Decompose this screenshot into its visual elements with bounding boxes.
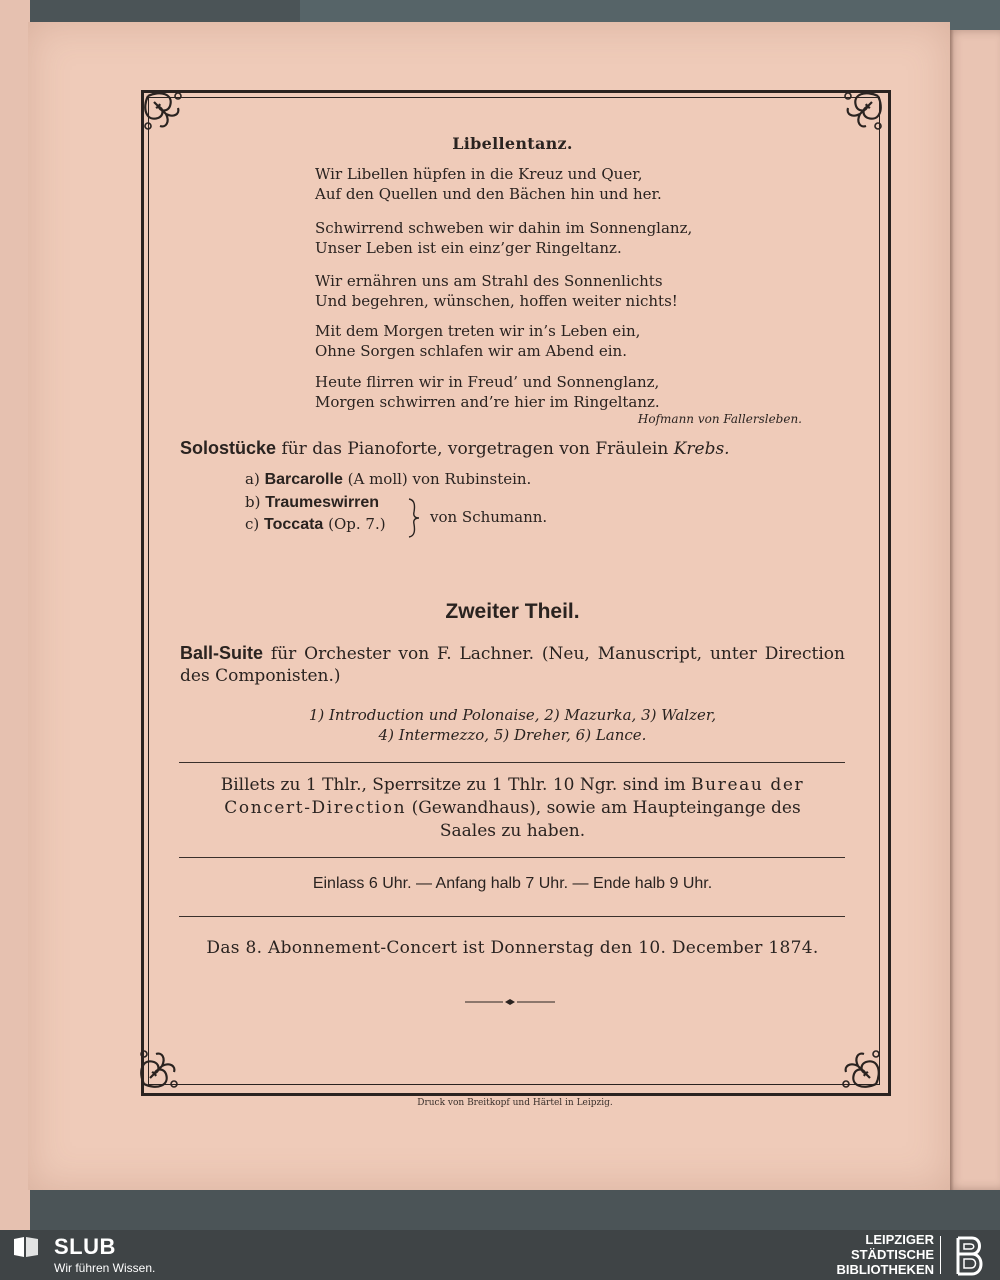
movements-line: 4) Intermezzo, 5) Dreher, 6) Lance.: [378, 726, 647, 744]
lsb-name: [837, 1232, 935, 1277]
item-title: Toccata: [264, 516, 324, 533]
poem-line: Morgen schwirren and’re hier im Ringeltanz.: [315, 393, 660, 411]
printer-credit: Druck von Breitkopf und Härtel in Leipzig.: [417, 1098, 613, 1108]
poem-line: Mit dem Morgen treten wir in’s Leben ein,: [315, 322, 641, 340]
lsb-line: BIBLIOTHEKEN: [836, 1262, 934, 1277]
poem-line: Und begehren, wünschen, hoffen weiter nichts!: [315, 292, 678, 310]
poem-stanza: [315, 218, 835, 258]
brace-icon: [407, 498, 421, 538]
slub-tagline: Wir führen Wissen.: [54, 1261, 156, 1275]
tickets-bureau: Bureau der: [691, 775, 805, 795]
solo-text: für das Pianoforte, vorgetragen von Fräulein: [281, 439, 669, 459]
movements-line: 1) Introduction und Polonaise, 2) Mazurka, 3) Walzer,: [308, 706, 717, 724]
solo-heading: Solostücke: [180, 438, 277, 458]
corner-ornament-icon: [136, 1032, 196, 1092]
part-two-title: Zweiter Theil.: [445, 600, 580, 623]
item-letter: a): [245, 470, 260, 488]
ball-suite-movements: [175, 705, 850, 745]
footer-bar: [0, 1230, 1000, 1280]
slub-logo-icon: [12, 1236, 40, 1258]
poem-line: Wir Libellen hüpfen in die Kreuz und Quer,: [315, 165, 643, 183]
ball-suite-heading: Ball-Suite: [180, 643, 264, 663]
solo-item: [245, 515, 386, 534]
item-letter: b): [245, 493, 261, 511]
slub-name: SLUB: [54, 1234, 116, 1259]
poem-stanza: [315, 271, 835, 311]
poem-stanza: [315, 372, 835, 412]
ticket-info: [175, 774, 850, 843]
tickets-text: Billets zu 1 Thlr., Sperrsitze zu 1 Thlr. 10 Ngr. sind im: [220, 775, 686, 795]
solo-item: [245, 470, 531, 489]
book-page-edge: [0, 0, 30, 1230]
solo-item: [245, 493, 379, 512]
poem-stanza: [315, 164, 835, 204]
item-detail: (A moll) von Rubinstein.: [347, 470, 532, 488]
poem-line: Wir ernähren uns am Strahl des Sonnenlichts: [315, 272, 663, 290]
item-title: Traumeswirren: [265, 494, 380, 511]
item-letter: c): [245, 515, 260, 533]
corner-ornament-icon: [824, 1032, 884, 1092]
tickets-text: (Gewandhaus), sowie am Haupteingange des: [411, 798, 801, 818]
tickets-text: Saales zu haben.: [439, 821, 586, 841]
item-detail: (Op. 7.): [328, 515, 386, 533]
flourish-ornament-icon: [465, 998, 555, 1006]
divider: [179, 916, 845, 917]
solo-performer: Krebs.: [673, 439, 730, 459]
composer-note: von Schumann.: [430, 508, 548, 526]
ball-suite-text: für Orchester von F. Lachner. (Neu, Manuscript, unter Direction des Componisten.): [180, 644, 845, 686]
lsb-line: LEIPZIGER: [865, 1232, 934, 1247]
facing-page: [946, 30, 1000, 1190]
item-title: Barcarolle: [264, 471, 343, 488]
tickets-direction: Concert-Direction: [224, 798, 407, 818]
ball-suite-paragraph: [180, 642, 845, 687]
next-concert: Das 8. Abonnement-Concert ist Donnerstag den 10. December 1874.: [206, 938, 819, 958]
poem-line: Auf den Quellen und den Bächen hin und her.: [315, 185, 662, 203]
divider: [179, 857, 845, 858]
poem-line: Schwirrend schweben wir dahin im Sonnenglanz,: [315, 219, 693, 237]
poem-line: Unser Leben ist ein einz’ger Ringeltanz.: [315, 239, 622, 257]
divider: [179, 762, 845, 763]
footer-divider: [940, 1236, 941, 1274]
lsb-line: STÄDTISCHE: [850, 1247, 934, 1262]
solo-pieces-line: [180, 438, 820, 459]
poem-line: Heute flirren wir in Freud’ und Sonnenglanz,: [315, 373, 660, 391]
poem-title: Libellentanz.: [452, 134, 573, 153]
poem-line: Ohne Sorgen schlafen wir am Abend ein.: [315, 342, 627, 360]
event-times: Einlass 6 Uhr. — Anfang halb 7 Uhr. — Ende halb 9 Uhr.: [312, 875, 713, 892]
lsb-logo-icon: [950, 1234, 992, 1278]
poem-author: Hofmann von Fallersleben.: [637, 412, 802, 426]
poem-stanza: [315, 321, 835, 361]
